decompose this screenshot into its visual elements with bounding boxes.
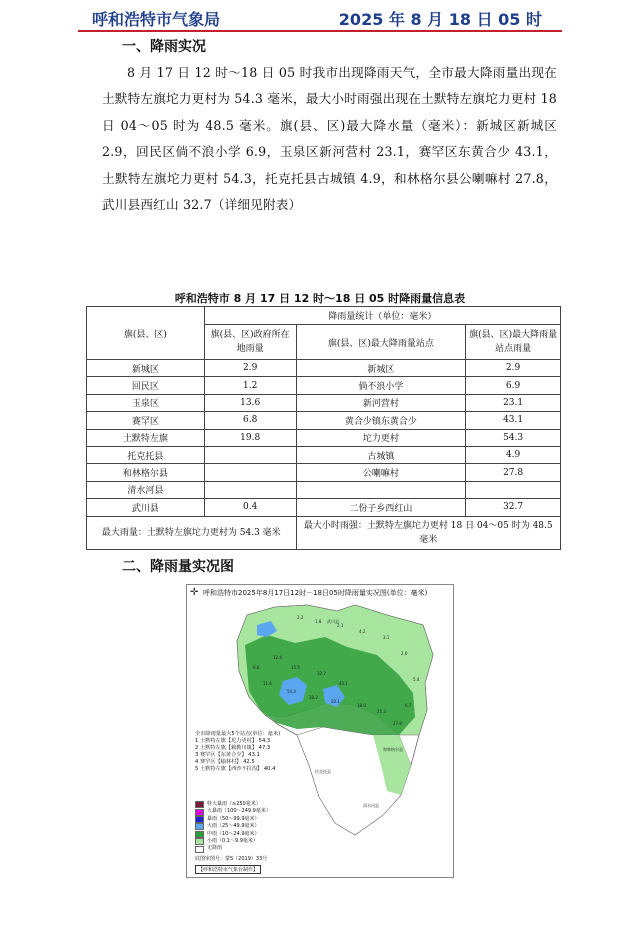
legend-item (195, 831, 271, 838)
map-maker: 【呼和浩特市气象台制作】 (195, 865, 261, 874)
station-value: 9.8 (253, 665, 260, 670)
cell-county: 托克托县 (87, 446, 205, 463)
top-stations-list (195, 731, 280, 773)
station-value: 38.2 (309, 695, 318, 700)
footer-max-hourly: 最大小时雨强：土默特左旗坨力更村 18 日 04～05 时为 48.5 毫米 (296, 516, 560, 549)
county-label-tuoketuo: 托克托县 (315, 769, 331, 774)
cell-station (296, 481, 466, 498)
header-max-station: 旗(县、区)最大降雨量站点 (296, 325, 466, 360)
table-caption: 呼和浩特市 8 月 17 日 12 时～18 日 05 时降雨量信息表 (174, 292, 466, 305)
county-label-qingshuihe: 清水河县 (363, 803, 379, 808)
legend-item (195, 808, 271, 815)
rainfall-summary-paragraph: 8 月 17 日 12 时～18 日 05 时我市出现降雨天气，全市最大降雨量出现在土默特左旗坨力更村为 54.3 毫米，最大小时雨强出现在土默特左旗坨力更村 18 日 04～05 时为 48.5 毫米。旗(县、区)最大降水量（毫米）：新城区新城区 2.9，回民区倘不浪小学 6.9，玉泉区新河营村 23.1，赛罕区东黄合少 43.1，土默特左旗坨力更村 54.3，托克托县古城镇 4.9，和林格尔县公喇嘛村 27.8，武川县西红山 32.7（详细见附表） (102, 65, 557, 213)
legend-label: 小雨（0.1～9.9毫米） (207, 838, 258, 845)
cell-station: 公喇嘛村 (296, 464, 466, 481)
station-value: 6.7 (405, 703, 412, 708)
header-group: 降雨量统计（单位：毫米） (204, 307, 560, 325)
cell-station: 新城区 (296, 360, 466, 377)
county-label-helingeer: 和林格尔县 (383, 747, 403, 752)
section-title-rainfall: 一、降雨实况 (122, 39, 206, 55)
issue-date: 2025 年 8 月 18 日 05 时 (338, 10, 542, 29)
legend-swatch (195, 846, 204, 853)
county-label-wuchuan: 武川县 (327, 619, 339, 624)
north-arrow-icon: ✛ (190, 587, 199, 598)
station-value: 54.3 (287, 689, 296, 694)
cell-county: 回民区 (87, 377, 205, 394)
header-gov-rain: 旗(县、区)政府所在地雨量 (204, 325, 296, 360)
cell-max (466, 481, 561, 498)
legend-swatch (195, 809, 204, 816)
legend-label: 无降雨 (207, 845, 223, 852)
cell-station: 二份子乡西红山 (296, 499, 466, 516)
top-stations-title: 全市降雨量最大5个站点(单位：毫米) (195, 731, 281, 737)
cell-station: 倘不浪小学 (296, 377, 466, 394)
top-station-item: 5 土默特左旗【西沙不拉沟】 40.4 (195, 766, 276, 772)
legend-swatch (195, 823, 204, 830)
legend-swatch (195, 801, 204, 808)
table-row (87, 481, 561, 498)
legend-label: 中雨（10～24.9毫米） (207, 830, 260, 837)
top-station-item: 3 赛罕区【东黄合少】 43.1 (195, 752, 260, 758)
cell-max: 2.9 (466, 360, 561, 377)
station-value: 15.5 (291, 665, 300, 670)
map-legend (195, 801, 271, 853)
station-value: 11.6 (263, 681, 272, 686)
table-row (87, 412, 561, 429)
table-row (87, 446, 561, 463)
legend-label: 特大暴雨（≥250毫米） (207, 801, 261, 807)
legend-label: 暴雨（50～99.9毫米） (207, 815, 260, 822)
table-row (87, 429, 561, 446)
cell-gov: 6.8 (204, 412, 296, 429)
table-row (87, 499, 561, 516)
cell-station: 黄合少镇东黄合少 (296, 412, 466, 429)
station-value: 2.0 (401, 651, 408, 656)
rainfall-table (86, 306, 561, 550)
header-max-rain: 旗(县、区)最大降雨量站点雨量 (466, 325, 561, 360)
cell-county: 和林格尔县 (87, 464, 205, 481)
cell-gov: 19.8 (204, 429, 296, 446)
top-station-item: 1 土默特左旗【坨力更村】 54.3 (195, 738, 271, 744)
station-value: 27.8 (393, 721, 402, 726)
map-approval-number: 底图审图号：蒙S（2019）33号 (195, 856, 268, 862)
cell-max: 32.7 (466, 499, 561, 516)
cell-gov: 2.9 (204, 360, 296, 377)
station-value: 32.7 (317, 671, 326, 676)
cell-max: 27.8 (466, 464, 561, 481)
cell-max: 54.3 (466, 429, 561, 446)
legend-swatch (195, 838, 204, 845)
cell-gov: 13.6 (204, 394, 296, 411)
header-county: 旗(县、区) (87, 307, 205, 360)
legend-item (195, 845, 271, 852)
header-divider (78, 30, 562, 32)
station-value: 2.2 (297, 615, 304, 620)
agency-name: 呼和浩特市气象局 (92, 10, 221, 29)
cell-county: 清水河县 (87, 481, 205, 498)
cell-gov: 0.4 (204, 499, 296, 516)
station-value: 18.0 (357, 703, 366, 708)
top-station-item: 2 土默特左旗【敕勒川镇】 47.3 (195, 745, 271, 751)
station-value: 43.1 (339, 681, 348, 686)
station-value: 5.4 (413, 677, 420, 682)
station-value: 25.3 (377, 709, 386, 714)
station-value: 2.1 (337, 623, 344, 628)
cell-county: 新城区 (87, 360, 205, 377)
table-row (87, 394, 561, 411)
cell-max: 43.1 (466, 412, 561, 429)
cell-county: 赛罕区 (87, 412, 205, 429)
cell-gov (204, 446, 296, 463)
cell-county: 土默特左旗 (87, 429, 205, 446)
cell-max: 6.9 (466, 377, 561, 394)
cell-max: 23.1 (466, 394, 561, 411)
rainfall-map (186, 584, 454, 878)
top-station-item: 4 赛罕区【榆林村】 42.5 (195, 759, 255, 765)
cell-gov: 1.2 (204, 377, 296, 394)
cell-gov (204, 464, 296, 481)
table-row (87, 464, 561, 481)
footer-max-rain: 最大雨量：土默特左旗坨力更村为 54.3 毫米 (87, 516, 297, 549)
cell-station: 坨力更村 (296, 429, 466, 446)
cell-county: 玉泉区 (87, 394, 205, 411)
cell-station: 新河营村 (296, 394, 466, 411)
station-value: 4.2 (359, 629, 366, 634)
legend-label: 大雨（25～49.9毫米） (207, 823, 260, 830)
legend-item (195, 823, 271, 830)
cell-station: 古城镇 (296, 446, 466, 463)
document-header (0, 0, 640, 30)
legend-label: 大暴雨（100～249.9毫米） (207, 808, 271, 815)
station-value: 3.1 (383, 635, 390, 640)
map-title: 呼和浩特市2025年8月17日12时－18日05时降雨量实况图(单位：毫米) (203, 589, 428, 597)
station-value: 1.8 (315, 619, 322, 624)
cell-county: 武川县 (87, 499, 205, 516)
section-title-map: 二、降雨量实况图 (122, 559, 234, 575)
cell-gov (204, 481, 296, 498)
cell-max: 4.9 (466, 446, 561, 463)
legend-swatch (195, 816, 204, 823)
table-row (87, 360, 561, 377)
table-row (87, 377, 561, 394)
station-value: 20.1 (331, 699, 340, 704)
legend-swatch (195, 831, 204, 838)
station-value: 12.4 (273, 655, 282, 660)
